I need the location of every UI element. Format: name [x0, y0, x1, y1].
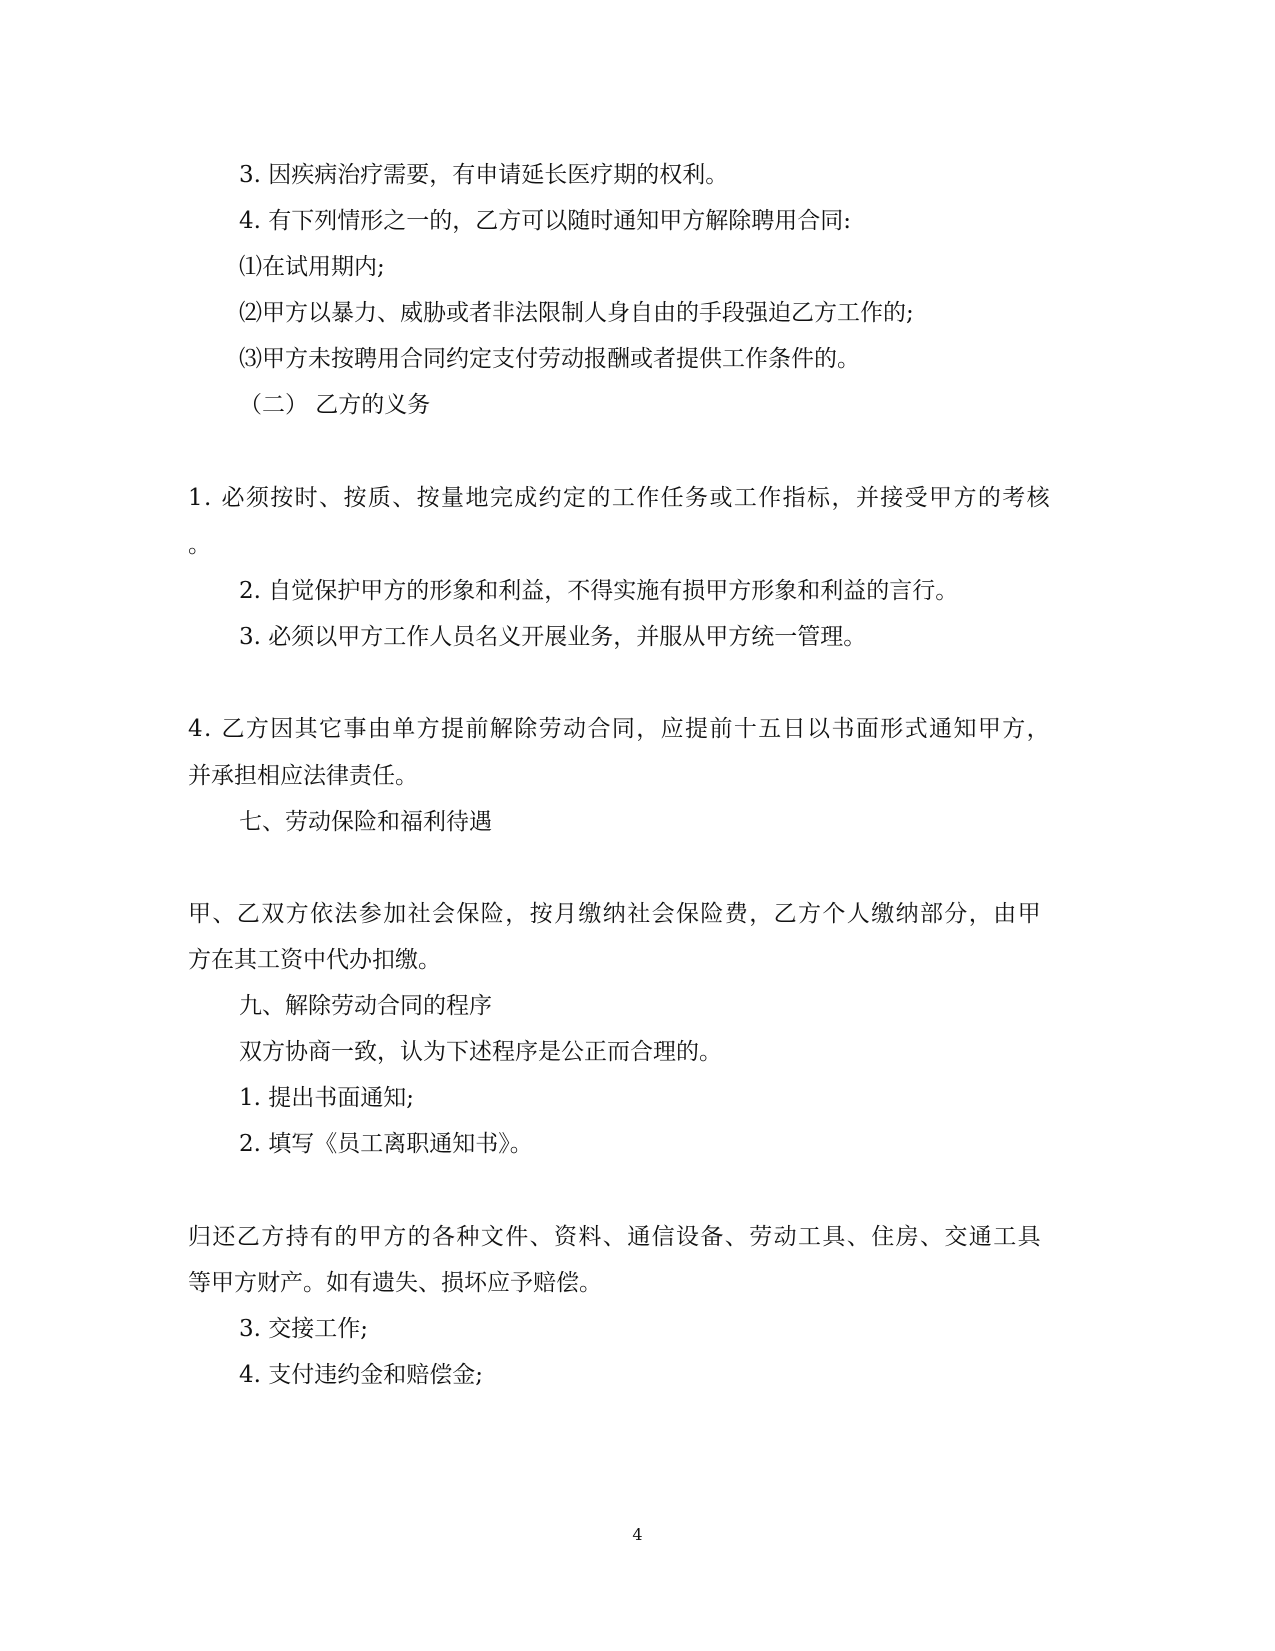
text-line: 甲、乙双方依法参加社会保险，按月缴纳社会保险费，乙方个人缴纳部分，由甲: [188, 901, 1042, 927]
text-line: 3. 必须以甲方工作人员名义开展业务，并服从甲方统一管理。: [239, 624, 867, 650]
text-line: 方在其工资中代办扣缴。: [188, 947, 441, 973]
text-line: 等甲方财产。如有遗失、损坏应予赔偿。: [188, 1270, 602, 1296]
text-line: 并承担相应法律责任。: [188, 763, 418, 789]
text-line: 。: [188, 532, 211, 558]
text-line: 3. 因疾病治疗需要，有申请延长医疗期的权利。: [239, 162, 729, 188]
text-line: 1. 提出书面通知;: [239, 1085, 415, 1111]
text-line: 2. 自觉保护甲方的形象和利益，不得实施有损甲方形象和利益的言行。: [239, 578, 959, 604]
text-line: 4. 乙方因其它事由单方提前解除劳动合同，应提前十五日以书面形式通知甲方，: [188, 716, 1052, 742]
section-heading: （二） 乙方的义务: [239, 392, 431, 418]
text-line: 3. 交接工作;: [239, 1316, 369, 1342]
page-number: 4: [632, 1525, 643, 1544]
text-line: 4. 支付违约金和赔偿金;: [239, 1362, 484, 1388]
section-heading: 七、劳动保险和福利待遇: [239, 809, 492, 835]
text-line: ⑵甲方以暴力、威胁或者非法限制人身自由的手段强迫乙方工作的;: [239, 300, 914, 326]
text-line: 1. 必须按时、按质、按量地完成约定的工作任务或工作指标，并接受甲方的考核: [188, 485, 1052, 511]
text-line: 2. 填写《员工离职通知书》。: [239, 1131, 533, 1157]
section-heading: 九、解除劳动合同的程序: [239, 993, 492, 1019]
text-line: 双方协商一致，认为下述程序是公正而合理的。: [239, 1039, 722, 1065]
text-line: ⑶甲方未按聘用合同约定支付劳动报酬或者提供工作条件的。: [239, 346, 860, 372]
text-line: ⑴在试用期内;: [239, 254, 385, 280]
text-line: 4. 有下列情形之一的，乙方可以随时通知甲方解除聘用合同:: [239, 208, 852, 234]
text-line: 归还乙方持有的甲方的各种文件、资料、通信设备、劳动工具、住房、交通工具: [188, 1224, 1042, 1250]
